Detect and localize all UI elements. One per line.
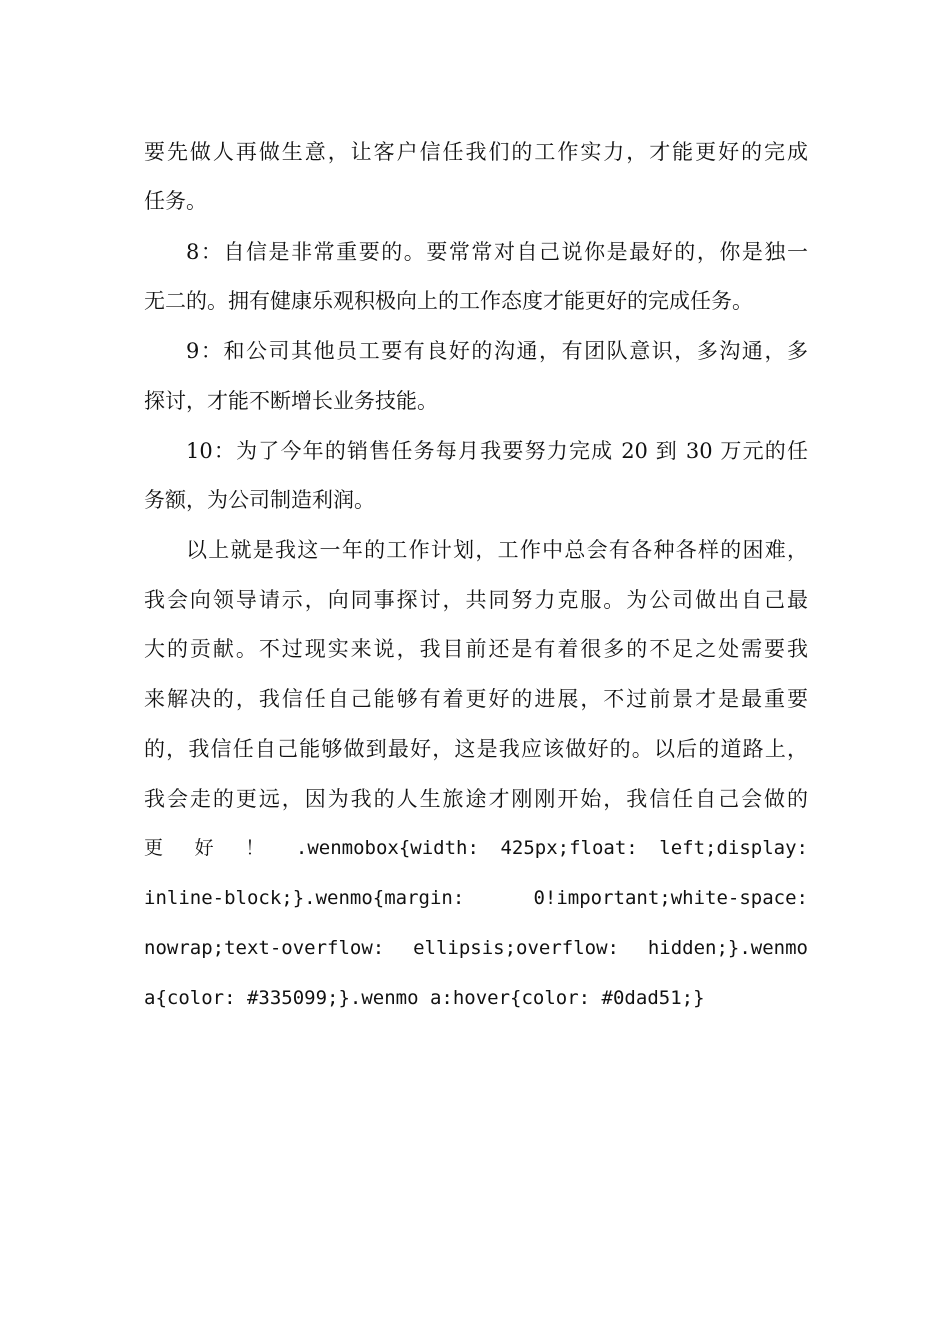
summary-paragraph-line: 来解决的，我信任自己能够有着更好的进展，不过前景才是最重要 (144, 687, 808, 711)
list-item-10-line: 10：为了今年的销售任务每月我要努力完成 20 到 30 万元的任 (186, 439, 808, 463)
list-item-8-line: 无二的。拥有健康乐观积极向上的工作态度才能更好的完成任务。 (144, 289, 753, 313)
css-code-line: nowrap;text-overflow: ellipsis;overflow: hidden;}.wenmo (144, 937, 808, 959)
css-code-line: inline-block;}.wenmo{margin: 0!important;white-space: (144, 887, 808, 909)
summary-paragraph-line: 我会向领导请示，向同事探讨，共同努力克服。为公司做出自己最 (144, 588, 808, 612)
css-code-line: 更 好 ！ .wenmobox{width: 425px;float: left;display: (144, 837, 808, 859)
css-code-line: a{color: #335099;}.wenmo a:hover{color: #0dad51;} (144, 987, 705, 1009)
summary-paragraph-line: 我会走的更远，因为我的人生旅途才刚刚开始，我信任自己会做的 (144, 787, 808, 811)
summary-paragraph-line: 大的贡献。不过现实来说，我目前还是有着很多的不足之处需要我 (144, 637, 808, 661)
summary-paragraph-line: 以上就是我这一年的工作计划，工作中总会有各种各样的困难， (186, 538, 808, 562)
paragraph-line: 任务。 (144, 189, 207, 213)
list-item-8-line: 8：自信是非常重要的。要常常对自己说你是最好的，你是独一 (186, 240, 808, 264)
list-item-9-line: 探讨，才能不断增长业务技能。 (144, 389, 438, 413)
list-item-10-line: 务额，为公司制造利润。 (144, 488, 375, 512)
summary-paragraph-line: 的，我信任自己能够做到最好，这是我应该做好的。以后的道路上， (144, 737, 808, 761)
list-item-9-line: 9：和公司其他员工要有良好的沟通，有团队意识，多沟通，多 (186, 339, 808, 363)
paragraph-line: 要先做人再做生意，让客户信任我们的工作实力，才能更好的完成 (144, 140, 808, 164)
